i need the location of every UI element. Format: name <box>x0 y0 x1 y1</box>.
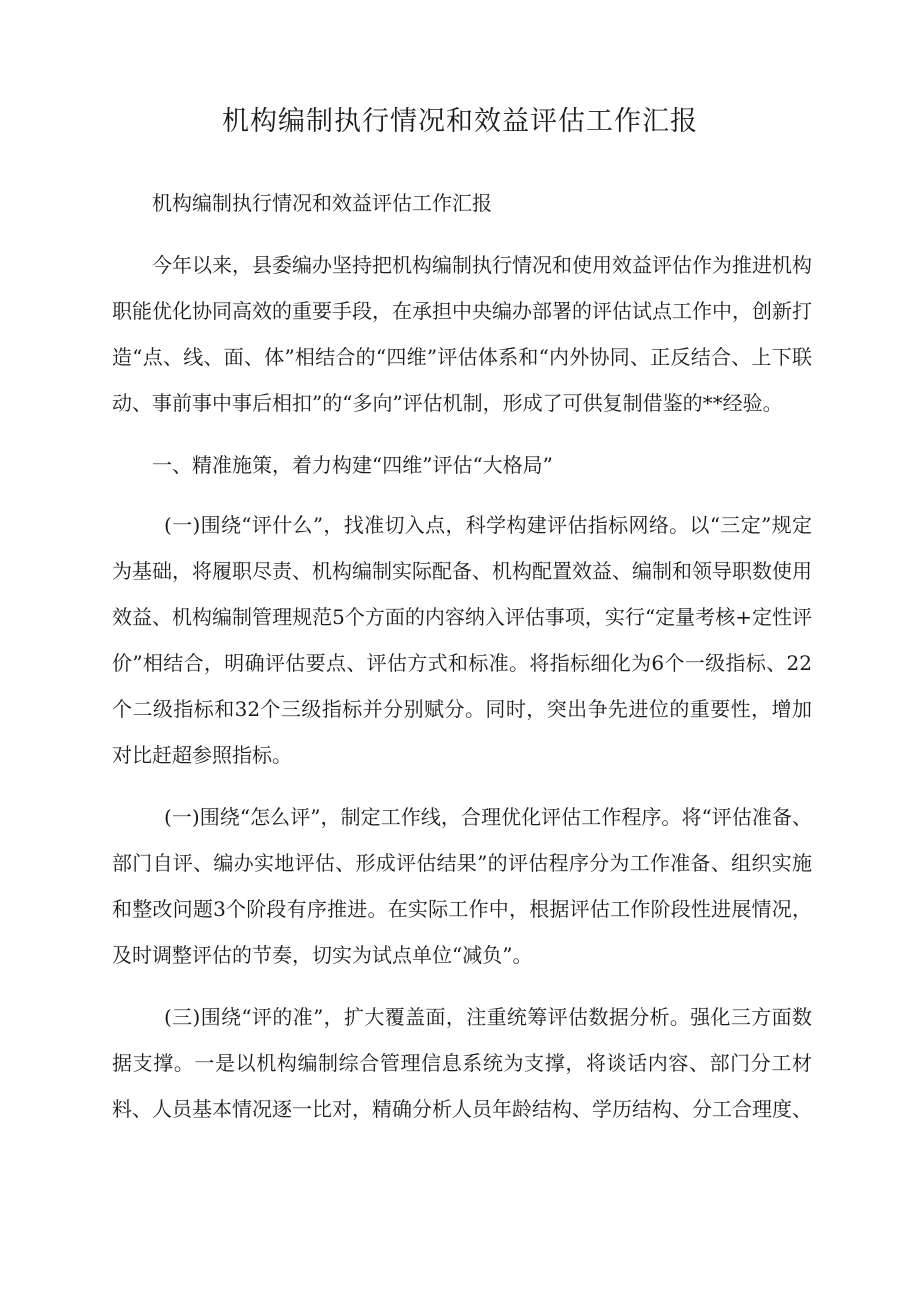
document-subtitle: 机构编制执行情况和效益评估工作汇报 <box>152 191 492 215</box>
item-paragraph-2: (一)围绕“怎么评”，制定工作线，合理优化评估工作程序。将“评估准备、部门自评、编办实地评估、形成评估结果”的评估程序分为工作准备、组织实施和整改问题3个阶段有序推进。在实际工作中，根据评估工作阶段性进展情况，及时调整评估的节奏，切实为试点单位“减负”。 <box>112 805 812 967</box>
item-paragraph-3: (三)围绕“评的准”，扩大覆盖面，注重统筹评估数据分析。强化三方面数据支撑。一是以机构编制综合管理信息系统为支撑，将谈话内容、部门分工材料、人员基本情况逐一比对，精确分析人员年龄结构、学历结构、分工合理度、 <box>112 1005 812 1121</box>
intro-paragraph: 今年以来，县委编办坚持把机构编制执行情况和使用效益评估作为推进机构职能优化协同高效的重要手段，在承担中央编办部署的评估试点工作中，创新打造“点、线、面、体”相结合的“四维”评估体系和“内外协同、正反结合、上下联动、事前事中事后相扣”的“多向”评估机制，形成了可供复制借鉴的**经验。 <box>112 253 812 415</box>
section-heading: 一、精准施策，着力构建“四维”评估“大格局” <box>152 453 553 477</box>
document-title: 机构编制执行情况和效益评估工作汇报 <box>222 106 698 137</box>
item-paragraph-1: (一)围绕“评什么”，找准切入点，科学构建评估指标网络。以“三定”规定为基础，将履职尽责、机构编制实际配备、机构配置效益、编制和领导职数使用效益、机构编制管理规范5个方面的内容纳入评估事项，实行“定量考核+定性评价”相结合，明确评估要点、评估方式和标准。将指标细化为6个一级指标、22个二级指标和32个三级指标并分别赋分。同时，突出争先进位的重要性，增加对比赶超参照指标。 <box>112 513 812 767</box>
document-body <box>112 180 812 1148</box>
